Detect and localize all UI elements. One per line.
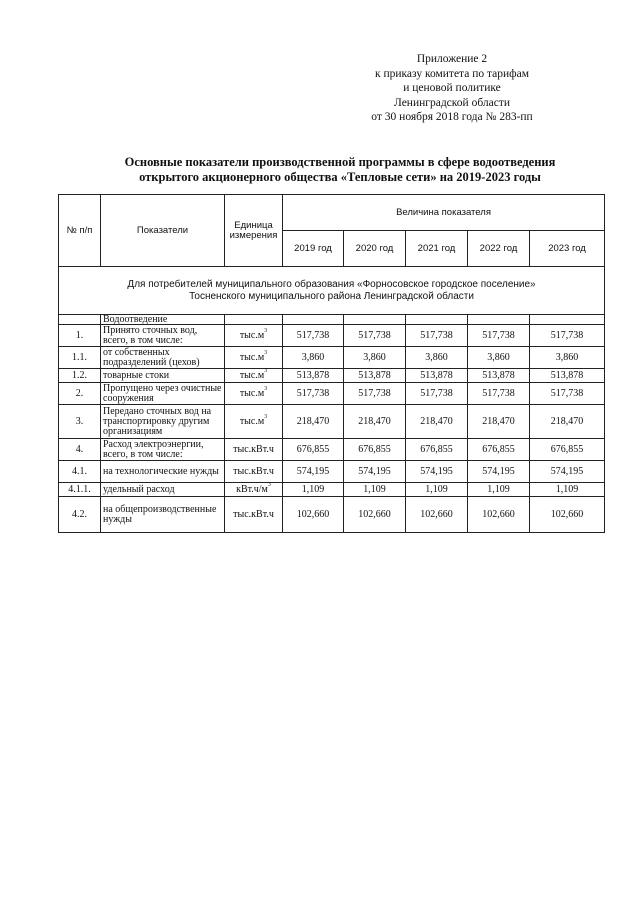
- row-value: 517,738: [283, 325, 344, 347]
- unit-text: тыс.кВт.ч: [233, 466, 274, 477]
- row-value: 1,109: [468, 483, 530, 497]
- row-number: 1.: [59, 325, 101, 347]
- section-num-cell: [59, 315, 101, 325]
- row-number: 1.2.: [59, 369, 101, 383]
- row-value: 517,738: [468, 383, 530, 405]
- row-number: 1.1.: [59, 347, 101, 369]
- table-row: [59, 405, 605, 439]
- row-value: 574,195: [468, 461, 530, 483]
- row-value: 3,860: [283, 347, 344, 369]
- header-indicator: Показатели: [101, 195, 225, 267]
- row-value: 517,738: [344, 383, 406, 405]
- table-row: [59, 497, 605, 533]
- row-unit: [225, 325, 283, 347]
- row-value: 102,660: [344, 497, 406, 533]
- unit-text: тыс.м: [239, 330, 265, 341]
- row-value: 574,195: [406, 461, 468, 483]
- unit-text: тыс.м: [239, 388, 265, 399]
- unit-text: тыс.кВт.ч: [233, 444, 274, 455]
- row-value: 3,860: [344, 347, 406, 369]
- section-empty-cell: [344, 315, 406, 325]
- group-cell: [59, 267, 605, 315]
- row-value: 102,660: [283, 497, 344, 533]
- section-empty-cell: [283, 315, 344, 325]
- row-value: 3,860: [530, 347, 605, 369]
- row-value: 513,878: [283, 369, 344, 383]
- row-value: 102,660: [468, 497, 530, 533]
- row-indicator: удельный расход: [101, 483, 225, 497]
- row-indicator: Расход электроэнергии, всего, в том числе:: [101, 439, 225, 461]
- header-value: Величина показателя: [283, 195, 605, 231]
- row-indicator: Принято сточных вод, всего, в том числе:: [101, 325, 225, 347]
- section-empty-cell: [530, 315, 605, 325]
- row-indicator: на общепроизводственные нужды: [101, 497, 225, 533]
- row-number: 4.2.: [59, 497, 101, 533]
- row-value: 517,738: [283, 383, 344, 405]
- table-row: [59, 461, 605, 483]
- row-indicator: на технологические нужды: [101, 461, 225, 483]
- appendix-line: Ленинградской области: [393, 96, 511, 109]
- unit-text: тыс.м: [239, 370, 265, 381]
- section-label: Водоотведение: [101, 315, 225, 325]
- section-empty-cell: [468, 315, 530, 325]
- row-value: 517,738: [344, 325, 406, 347]
- header-year: 2023 год: [530, 231, 605, 267]
- row-unit: [225, 461, 283, 483]
- header-year: 2021 год: [406, 231, 468, 267]
- table-row: [59, 347, 605, 369]
- row-value: 102,660: [530, 497, 605, 533]
- row-unit: [225, 497, 283, 533]
- unit-text: кВт.ч/м: [236, 484, 268, 495]
- row-value: 574,195: [344, 461, 406, 483]
- unit-text: тыс.м: [239, 416, 265, 427]
- unit-text: тыс.м: [239, 352, 265, 363]
- unit-superscript: 3: [264, 368, 268, 374]
- header-unit: Единица измерения: [225, 195, 283, 267]
- unit-superscript: 3: [267, 482, 271, 488]
- row-indicator: Пропущено через очистные сооружения: [101, 383, 225, 405]
- row-value: 676,855: [468, 439, 530, 461]
- appendix-line: от 30 ноября 2018 года № 283-пп: [371, 111, 533, 123]
- table-row: [59, 383, 605, 405]
- header-year: 2022 год: [468, 231, 530, 267]
- header-num: № п/п: [59, 195, 101, 267]
- table-row: [59, 369, 605, 383]
- row-number: 4.: [59, 439, 101, 461]
- unit-superscript: 3: [264, 328, 268, 334]
- row-value: 218,470: [283, 405, 344, 439]
- row-value: 513,878: [406, 369, 468, 383]
- section-empty-cell: [406, 315, 468, 325]
- row-value: 676,855: [344, 439, 406, 461]
- row-value: 676,855: [406, 439, 468, 461]
- row-value: 517,738: [406, 383, 468, 405]
- row-indicator: товарные стоки: [101, 369, 225, 383]
- row-value: 102,660: [406, 497, 468, 533]
- row-unit: [225, 439, 283, 461]
- header-year: 2019 год: [283, 231, 344, 267]
- row-value: 517,738: [530, 383, 605, 405]
- group-line: Для потребителей муниципального образования «Форносовское городское поселение»: [127, 278, 536, 290]
- row-indicator: Передано сточных вод на транспортировку другим организациям: [101, 405, 225, 439]
- row-value: 1,109: [530, 483, 605, 497]
- row-value: 517,738: [406, 325, 468, 347]
- row-number: 2.: [59, 383, 101, 405]
- header-year: 2020 год: [344, 231, 406, 267]
- unit-superscript: 3: [264, 386, 268, 392]
- appendix-line: Приложение 2: [416, 53, 488, 65]
- row-unit: [225, 405, 283, 439]
- appendix-header: [332, 52, 572, 125]
- title-line: открытого акционерного общества «Тепловые сети» на 2019-2023 годы: [139, 170, 541, 184]
- unit-superscript: 3: [264, 414, 268, 420]
- document-title: [80, 155, 600, 185]
- row-value: 218,470: [530, 405, 605, 439]
- row-value: 513,878: [344, 369, 406, 383]
- row-value: 3,860: [468, 347, 530, 369]
- row-value: 1,109: [406, 483, 468, 497]
- row-value: 513,878: [468, 369, 530, 383]
- row-value: 3,860: [406, 347, 468, 369]
- row-value: 574,195: [283, 461, 344, 483]
- row-value: 513,878: [530, 369, 605, 383]
- row-value: 574,195: [530, 461, 605, 483]
- appendix-line: к приказу комитета по тарифам: [375, 67, 529, 80]
- table-row: [59, 483, 605, 497]
- row-value: 517,738: [468, 325, 530, 347]
- row-number: 4.1.: [59, 461, 101, 483]
- section-row: [59, 315, 605, 325]
- title-line: Основные показатели производственной программы в сфере водоотведения: [124, 155, 556, 169]
- row-value: 676,855: [283, 439, 344, 461]
- row-indicator: от собственных подразделений (цехов): [101, 347, 225, 369]
- row-value: 218,470: [344, 405, 406, 439]
- row-unit: [225, 347, 283, 369]
- row-unit: [225, 383, 283, 405]
- row-value: 1,109: [283, 483, 344, 497]
- row-number: 4.1.1.: [59, 483, 101, 497]
- unit-superscript: 3: [264, 350, 268, 356]
- row-value: 676,855: [530, 439, 605, 461]
- row-value: 517,738: [530, 325, 605, 347]
- indicators-table: [58, 194, 605, 533]
- unit-text: тыс.кВт.ч: [233, 509, 274, 520]
- row-number: 3.: [59, 405, 101, 439]
- row-unit: [225, 369, 283, 383]
- group-row: [59, 267, 605, 315]
- section-empty-cell: [225, 315, 283, 325]
- table-row: [59, 325, 605, 347]
- appendix-line: и ценовой политике: [403, 82, 501, 94]
- row-value: 218,470: [406, 405, 468, 439]
- table-row: [59, 439, 605, 461]
- group-line: Тосненского муниципального района Ленинградской области: [189, 290, 474, 302]
- row-value: 218,470: [468, 405, 530, 439]
- row-unit: [225, 483, 283, 497]
- row-value: 1,109: [344, 483, 406, 497]
